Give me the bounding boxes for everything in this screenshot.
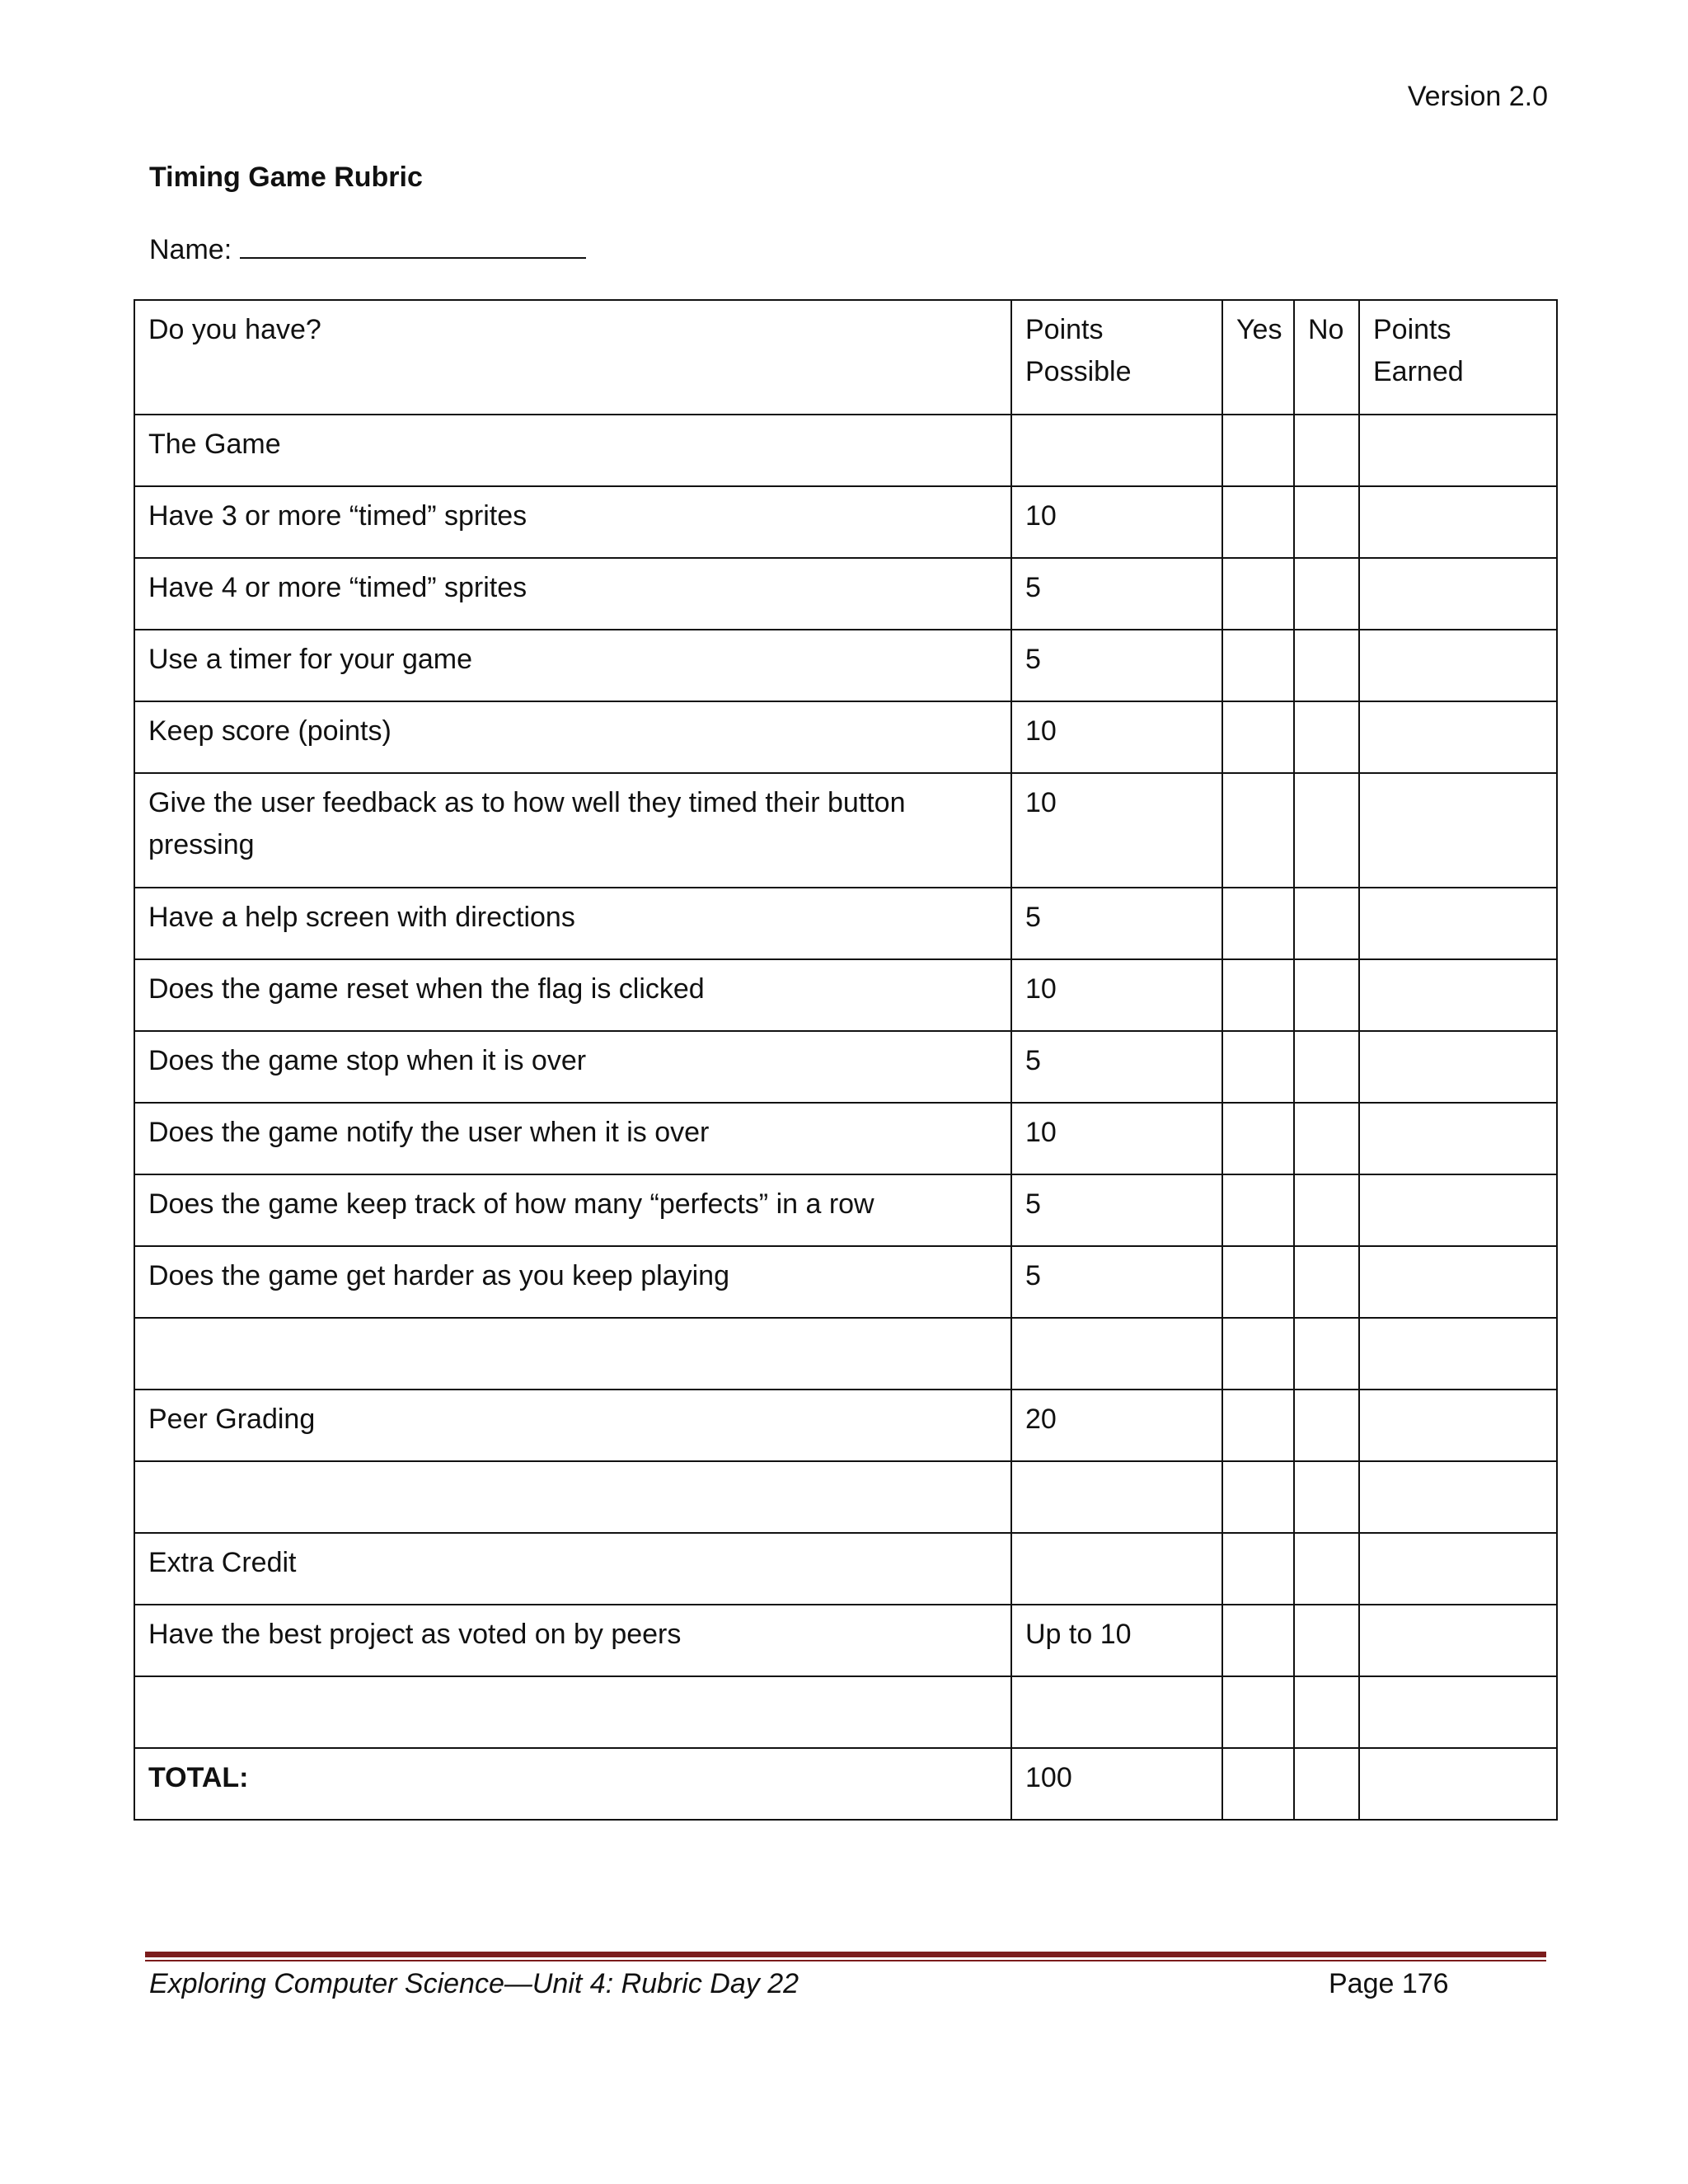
yes-cell[interactable] xyxy=(1222,1103,1294,1174)
column-header-points-possible: Points Possible xyxy=(1011,300,1222,415)
yes-cell[interactable] xyxy=(1222,1461,1294,1533)
row-item: Does the game notify the user when it is over xyxy=(134,1103,1011,1174)
no-cell[interactable] xyxy=(1294,1031,1359,1103)
row-item xyxy=(134,1461,1011,1533)
total-label: TOTAL: xyxy=(134,1748,1011,1820)
yes-cell[interactable] xyxy=(1222,486,1294,558)
row-points: 5 xyxy=(1011,630,1222,701)
total-points: 100 xyxy=(1011,1748,1222,1820)
row-points: 5 xyxy=(1011,558,1222,630)
yes-cell[interactable] xyxy=(1222,558,1294,630)
no-cell[interactable] xyxy=(1294,630,1359,701)
table-row xyxy=(134,959,1557,1031)
yes-cell[interactable] xyxy=(1222,1676,1294,1748)
row-points xyxy=(1011,1318,1222,1390)
points-earned-cell[interactable] xyxy=(1359,888,1557,959)
table-row xyxy=(134,1461,1557,1533)
row-item: Give the user feedback as to how well they timed their button pressing xyxy=(134,773,1011,888)
row-points xyxy=(1011,1676,1222,1748)
table-row xyxy=(134,1318,1557,1390)
no-cell[interactable] xyxy=(1294,1246,1359,1318)
row-points xyxy=(1011,1461,1222,1533)
table-row xyxy=(134,888,1557,959)
points-earned-cell[interactable] xyxy=(1359,1605,1557,1676)
row-points: 10 xyxy=(1011,701,1222,773)
table-header-row xyxy=(134,300,1557,415)
no-cell[interactable] xyxy=(1294,1390,1359,1461)
row-points: 20 xyxy=(1011,1390,1222,1461)
no-cell[interactable] xyxy=(1294,1533,1359,1605)
yes-cell[interactable] xyxy=(1222,1748,1294,1820)
table-row xyxy=(134,1246,1557,1318)
points-earned-cell[interactable] xyxy=(1359,558,1557,630)
row-item: Does the game keep track of how many “perfects” in a row xyxy=(134,1174,1011,1246)
table-row xyxy=(134,1174,1557,1246)
column-header-item: Do you have? xyxy=(134,300,1011,415)
table-row xyxy=(134,415,1557,486)
no-cell[interactable] xyxy=(1294,415,1359,486)
yes-cell[interactable] xyxy=(1222,1246,1294,1318)
points-earned-cell[interactable] xyxy=(1359,773,1557,888)
row-item: Have the best project as voted on by peers xyxy=(134,1605,1011,1676)
no-cell[interactable] xyxy=(1294,486,1359,558)
points-earned-cell[interactable] xyxy=(1359,1676,1557,1748)
points-earned-cell[interactable] xyxy=(1359,486,1557,558)
row-item: Extra Credit xyxy=(134,1533,1011,1605)
table-row xyxy=(134,1390,1557,1461)
row-item: The Game xyxy=(134,415,1011,486)
no-cell[interactable] xyxy=(1294,959,1359,1031)
yes-cell[interactable] xyxy=(1222,1605,1294,1676)
no-cell[interactable] xyxy=(1294,1103,1359,1174)
points-earned-cell[interactable] xyxy=(1359,630,1557,701)
no-cell[interactable] xyxy=(1294,773,1359,888)
points-earned-cell[interactable] xyxy=(1359,1246,1557,1318)
yes-cell[interactable] xyxy=(1222,1174,1294,1246)
points-earned-cell[interactable] xyxy=(1359,1461,1557,1533)
points-earned-cell[interactable] xyxy=(1359,1318,1557,1390)
points-earned-cell[interactable] xyxy=(1359,1031,1557,1103)
no-cell[interactable] xyxy=(1294,1174,1359,1246)
footer-divider-thin xyxy=(145,1960,1546,1961)
points-earned-cell[interactable] xyxy=(1359,959,1557,1031)
yes-cell[interactable] xyxy=(1222,1031,1294,1103)
yes-cell[interactable] xyxy=(1222,415,1294,486)
no-cell[interactable] xyxy=(1294,1748,1359,1820)
rubric-table xyxy=(134,299,1558,1821)
row-points: 10 xyxy=(1011,959,1222,1031)
yes-cell[interactable] xyxy=(1222,1390,1294,1461)
row-item: Does the game get harder as you keep playing xyxy=(134,1246,1011,1318)
table-row xyxy=(134,1676,1557,1748)
column-header-points-earned: Points Earned xyxy=(1359,300,1557,415)
table-row xyxy=(134,1533,1557,1605)
table-row xyxy=(134,773,1557,888)
table-row xyxy=(134,558,1557,630)
row-points: 10 xyxy=(1011,1103,1222,1174)
row-item: Does the game stop when it is over xyxy=(134,1031,1011,1103)
yes-cell[interactable] xyxy=(1222,888,1294,959)
table-row xyxy=(134,630,1557,701)
yes-cell[interactable] xyxy=(1222,1533,1294,1605)
no-cell[interactable] xyxy=(1294,1318,1359,1390)
yes-cell[interactable] xyxy=(1222,959,1294,1031)
yes-cell[interactable] xyxy=(1222,1318,1294,1390)
yes-cell[interactable] xyxy=(1222,630,1294,701)
no-cell[interactable] xyxy=(1294,1676,1359,1748)
row-points: 5 xyxy=(1011,1174,1222,1246)
row-points: 5 xyxy=(1011,1031,1222,1103)
table-row xyxy=(134,486,1557,558)
table-row xyxy=(134,1103,1557,1174)
row-item xyxy=(134,1318,1011,1390)
version-label: Version 2.0 xyxy=(1407,81,1548,112)
footer-divider xyxy=(145,1952,1546,1957)
points-earned-cell[interactable] xyxy=(1359,415,1557,486)
page-title: Timing Game Rubric xyxy=(149,162,423,193)
footer-page-number: Page 176 xyxy=(1329,1968,1449,1999)
row-item: Have 4 or more “timed” sprites xyxy=(134,558,1011,630)
points-earned-cell[interactable] xyxy=(1359,1103,1557,1174)
row-points xyxy=(1011,1533,1222,1605)
no-cell[interactable] xyxy=(1294,558,1359,630)
column-header-yes: Yes xyxy=(1222,300,1294,415)
row-item: Keep score (points) xyxy=(134,701,1011,773)
column-header-no: No xyxy=(1294,300,1359,415)
row-points: 5 xyxy=(1011,1246,1222,1318)
name-field-row xyxy=(149,232,586,266)
table-row xyxy=(134,1605,1557,1676)
points-earned-cell[interactable] xyxy=(1359,1174,1557,1246)
no-cell[interactable] xyxy=(1294,1461,1359,1533)
row-item xyxy=(134,1676,1011,1748)
no-cell[interactable] xyxy=(1294,1605,1359,1676)
footer-course-title: Exploring Computer Science—Unit 4: Rubric Day 22 xyxy=(149,1968,799,1999)
no-cell[interactable] xyxy=(1294,888,1359,959)
points-earned-cell[interactable] xyxy=(1359,1748,1557,1820)
row-points xyxy=(1011,415,1222,486)
row-points: 5 xyxy=(1011,888,1222,959)
points-earned-cell[interactable] xyxy=(1359,701,1557,773)
yes-cell[interactable] xyxy=(1222,701,1294,773)
row-item: Use a timer for your game xyxy=(134,630,1011,701)
points-earned-cell[interactable] xyxy=(1359,1533,1557,1605)
row-item: Have 3 or more “timed” sprites xyxy=(134,486,1011,558)
points-earned-cell[interactable] xyxy=(1359,1390,1557,1461)
name-blank-line[interactable] xyxy=(240,232,586,259)
row-item: Does the game reset when the flag is clicked xyxy=(134,959,1011,1031)
table-row xyxy=(134,701,1557,773)
table-row-total xyxy=(134,1748,1557,1820)
row-points: Up to 10 xyxy=(1011,1605,1222,1676)
row-item: Have a help screen with directions xyxy=(134,888,1011,959)
row-points: 10 xyxy=(1011,773,1222,888)
no-cell[interactable] xyxy=(1294,701,1359,773)
table-row xyxy=(134,1031,1557,1103)
name-label: Name: xyxy=(149,234,232,265)
row-item: Peer Grading xyxy=(134,1390,1011,1461)
yes-cell[interactable] xyxy=(1222,773,1294,888)
row-points: 10 xyxy=(1011,486,1222,558)
